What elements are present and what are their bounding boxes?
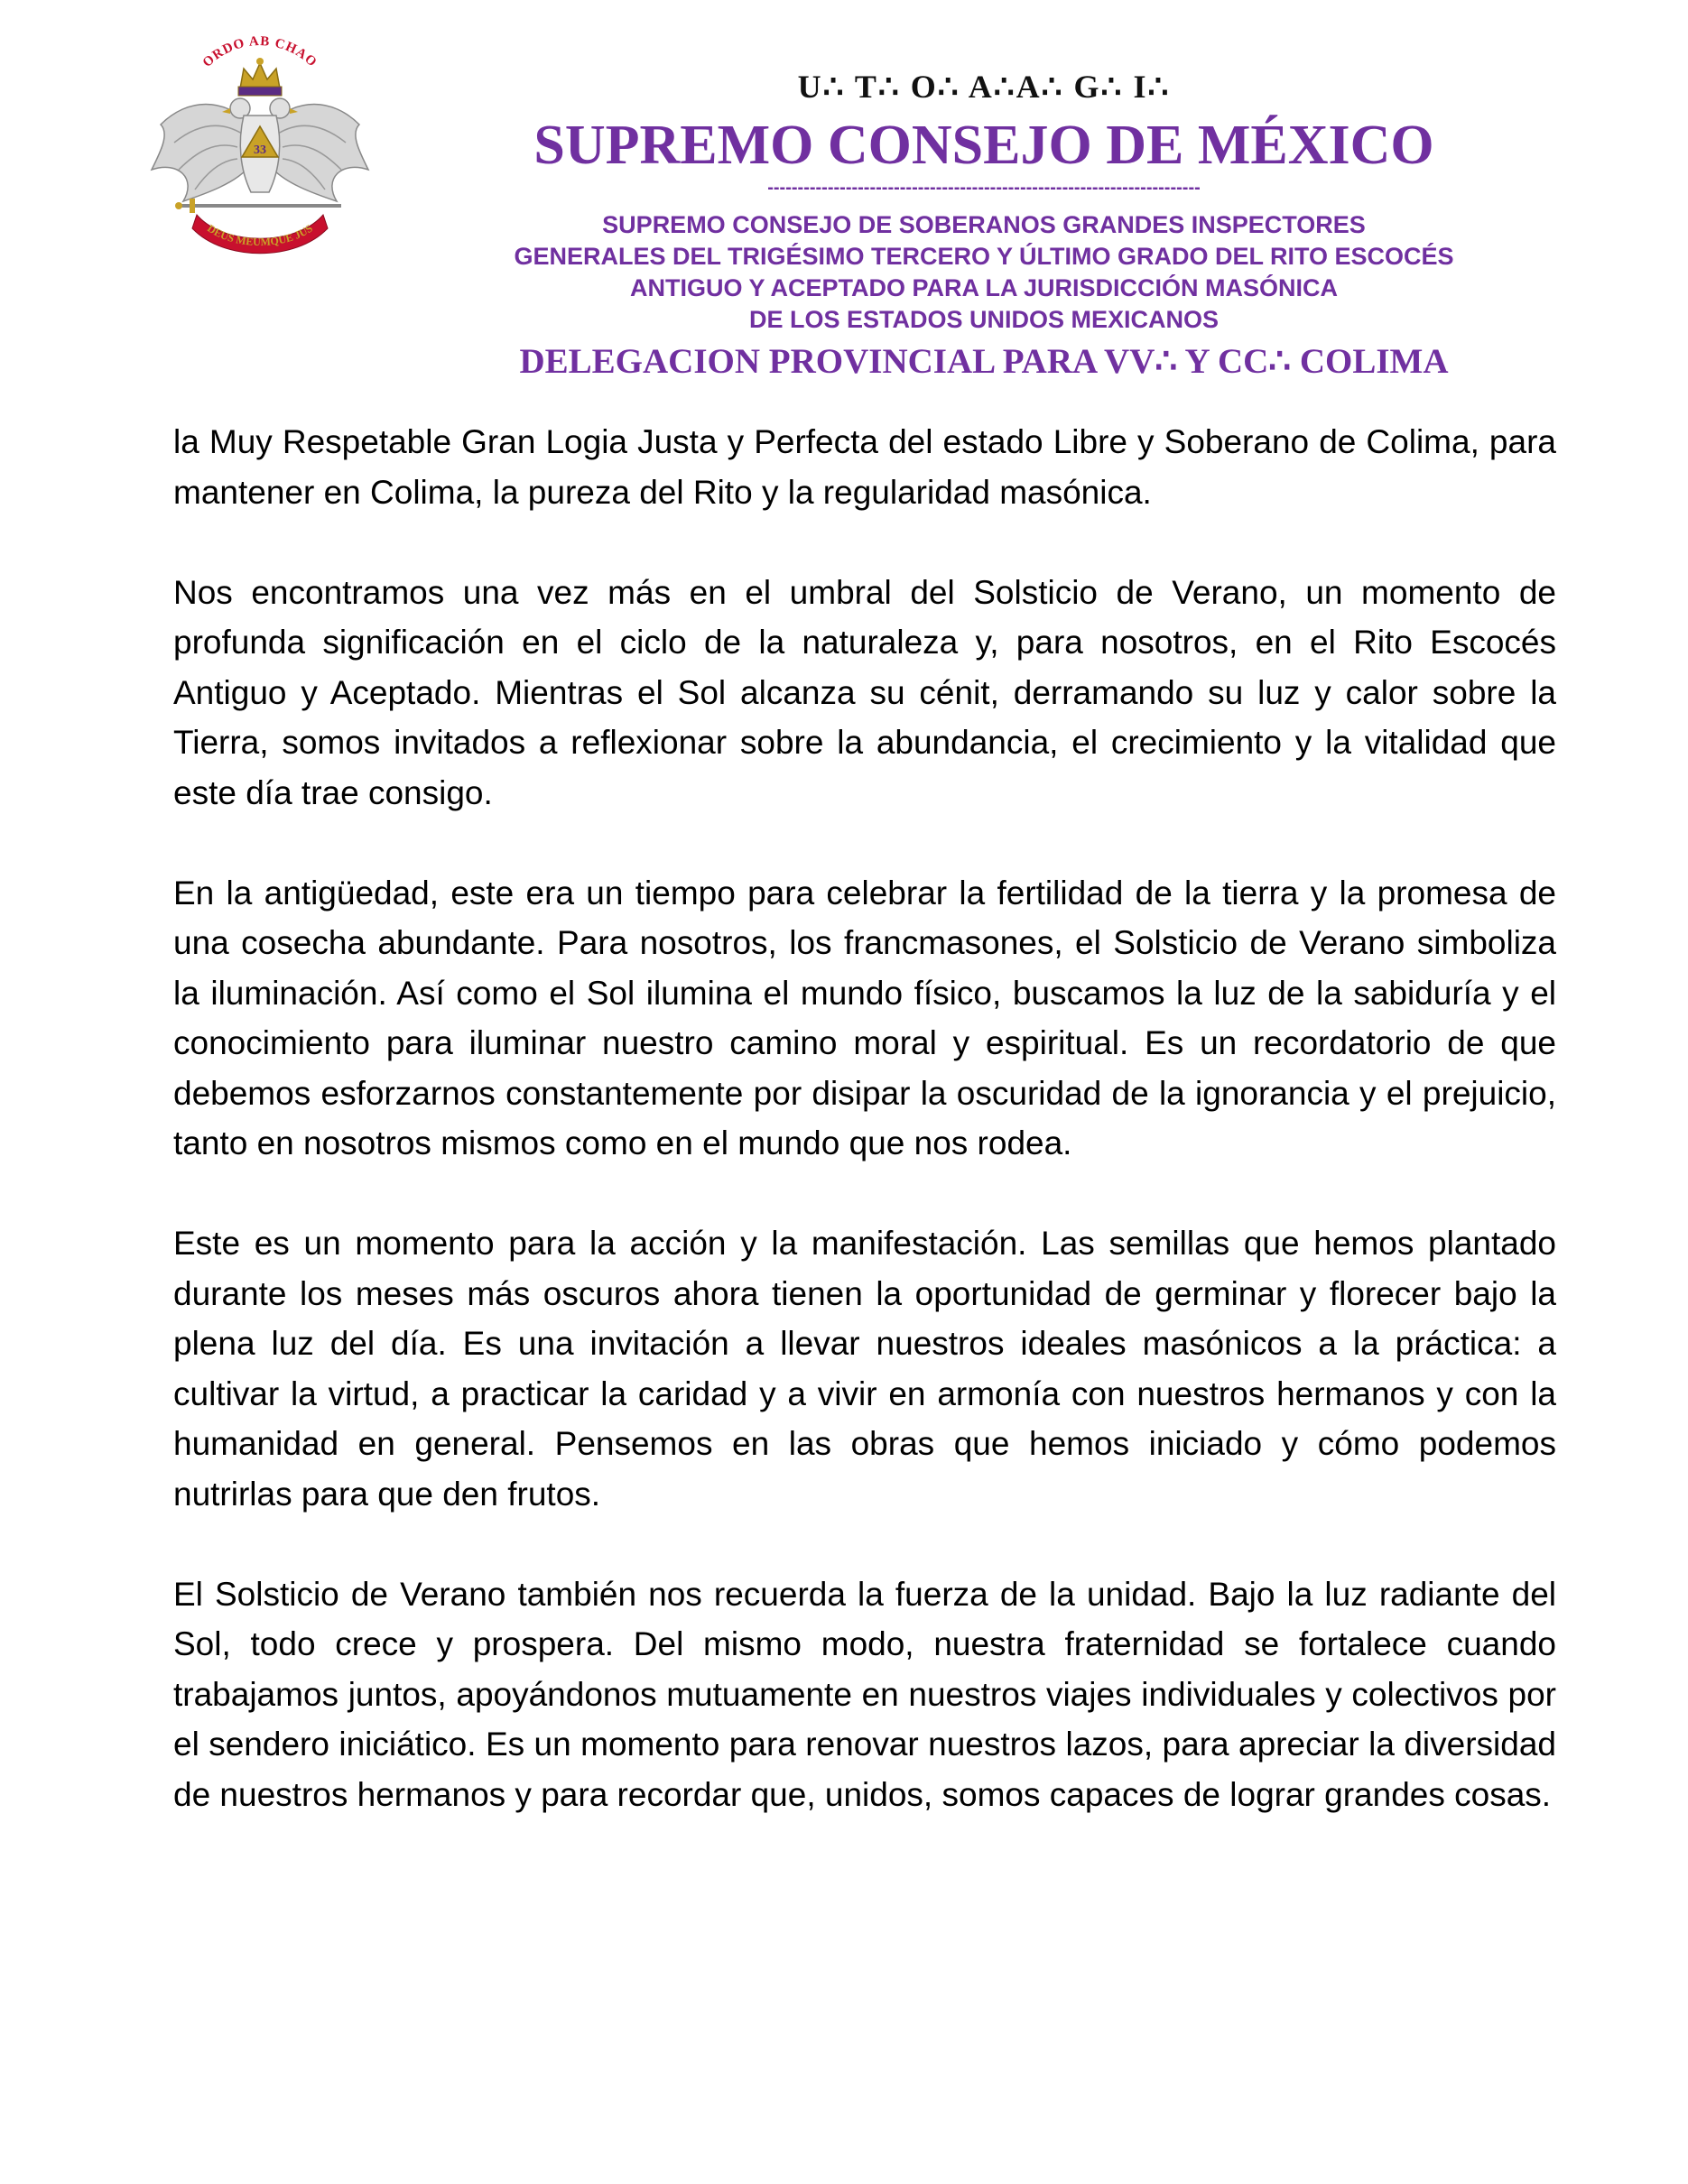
- letter-body: [173, 417, 1556, 1870]
- double-headed-eagle-icon: [143, 25, 377, 262]
- delegation-title: DELEGACION PROVINCIAL PARA VV∴ Y CC∴ COLIMA: [519, 342, 1449, 381]
- subtitle-line: ANTIGUO Y ACEPTADO PARA LA JURISDICCIÓN MASÓNICA: [629, 274, 1339, 301]
- header-divider: ------------------------------------------------------------------------: [767, 178, 1201, 198]
- subtitle-line: DE LOS ESTADOS UNIDOS MEXICANOS: [748, 306, 1220, 333]
- subtitle-line: GENERALES DEL TRIGÉSIMO TERCERO Y ÚLTIMO GRADO DEL RITO ESCOCÉS: [514, 243, 1454, 270]
- logo-degree: 33: [254, 143, 266, 157]
- body-paragraph: la Muy Respetable Gran Logia Justa y Perfecta del estado Libre y Soberano de Colima, para mantener en Colima, la pureza del Rito y la regularidad masónica.: [173, 423, 1556, 511]
- sword-icon: [175, 199, 341, 213]
- logo-top-ribbon: ORDO AB CHAO: [199, 33, 320, 70]
- council-logo: [143, 25, 377, 262]
- crown-icon: [238, 58, 282, 96]
- logo-bottom-ribbon: DEUS MEUMQUE JUS: [205, 221, 315, 249]
- motto-line: U∴ T∴ O∴ A∴A∴ G∴ I∴: [797, 69, 1171, 105]
- subtitle-line: SUPREMO CONSEJO DE SOBERANOS GRANDES INSPECTORES: [602, 211, 1366, 238]
- body-paragraph: El Solsticio de Verano también nos recuerda la fuerza de la unidad. Bajo la luz radiante del Sol, todo crece y prospera. Del mismo modo, nuestra fraternidad se fortalece cuando trabajamos juntos, apoyándonos mutuamente en nuestros viajes individuales y colectivos por el sendero iniciático. Es un momento para renovar nuestros lazos, para apreciar la diversidad de nuestros hermanos y para recordar que, unidos, somos capaces de lograr grandes cosas.: [173, 1575, 1556, 1813]
- body-paragraph: En la antigüedad, este era un tiempo para celebrar la fertilidad de la tierra y la promesa de una cosecha abundante. Para nosotros, los francmasones, el Solsticio de Verano simboliza la iluminación. Así como el Sol ilumina el mundo físico, buscamos la luz de la sabiduría y el conocimiento para iluminar nuestro camino moral y espiritual. Es un recordatorio de que debemos esforzarnos constantemente por disipar la oscuridad de la ignorancia y el prejuicio, tanto en nosotros mismos como en el mundo que nos rodea.: [173, 874, 1556, 1161]
- body-paragraph: Este es un momento para la acción y la manifestación. Las semillas que hemos plantado durante los meses más oscuros ahora tienen la oportunidad de germinar y florecer bajo la plena luz del día. Es una invitación a llevar nuestros ideales masónicos a la práctica: a cultivar la virtud, a practicar la caridad y a vivir en armonía con nuestros hermanos y con la humanidad en general. Pensemos en las obras que hemos iniciado y cómo podemos nutrirlas para que den frutos.: [173, 1225, 1556, 1513]
- body-paragraph: Nos encontramos una vez más en el umbral del Solsticio de Verano, un momento de profunda significación en el ciclo de la naturaleza y, para nosotros, en el Rito Escocés Antiguo y Aceptado. Mientras el Sol alcanza su cénit, derramando su luz y calor sobre la Tierra, somos invitados a reflexionar sobre la abundancia, el crecimiento y la vitalidad que este día trae consigo.: [173, 573, 1556, 811]
- council-title: SUPREMO CONSEJO DE MÉXICO: [533, 115, 1434, 176]
- letterhead: [397, 65, 1571, 384]
